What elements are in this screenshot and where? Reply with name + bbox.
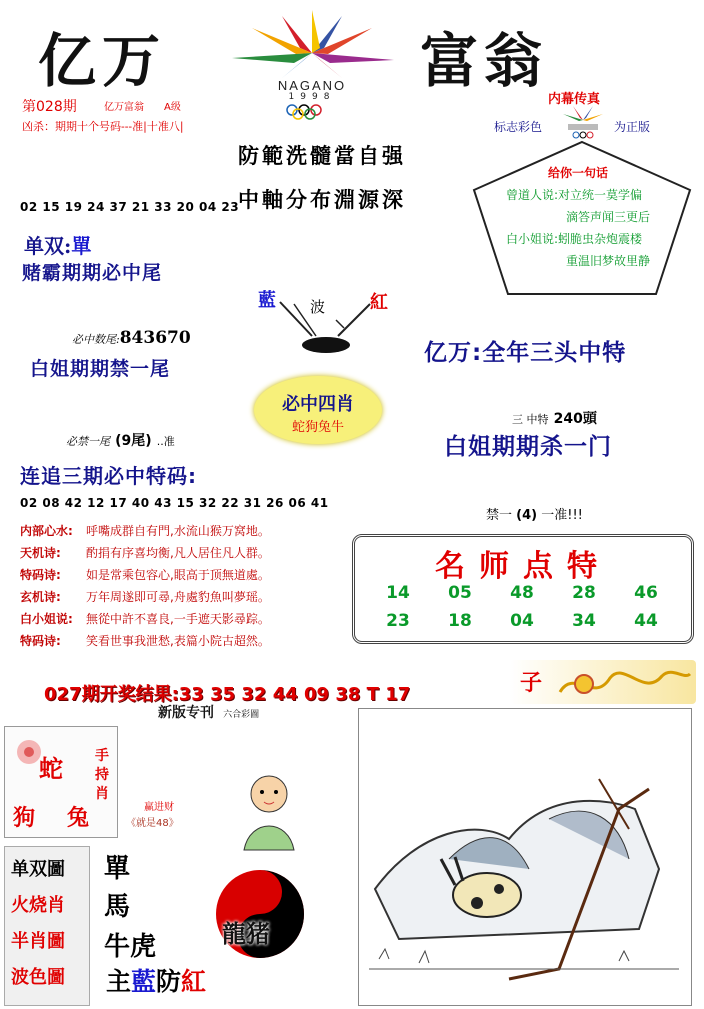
poem-label: 白小姐说: <box>20 612 73 626</box>
zi-banner <box>510 660 696 704</box>
poem-text: 呼嘴成群自有門,水流山猴万窝地。 <box>86 524 270 538</box>
pentagon-line4: 重温旧梦故里静 <box>566 254 651 268</box>
rabbit-illustration <box>358 708 692 1006</box>
master-number: 46 <box>634 583 658 603</box>
ban-one-suffix: 一准!!! <box>541 508 583 523</box>
pentagon-line1 <box>506 186 642 203</box>
bottom-single: 單 <box>104 854 131 884</box>
logo-text: NAGANO <box>277 78 347 93</box>
issue-number: 第028期 <box>22 99 77 115</box>
special-brand-title: 新版专刊 <box>158 705 214 721</box>
three-hit-prefix: 三 中特 <box>512 413 549 426</box>
pentagon-l1-label: 曾道人说: <box>506 188 559 202</box>
olympic-rings-icon <box>282 104 342 120</box>
ban-one-tail-value: (9尾) <box>115 433 152 449</box>
three-hit-value: 240頭 <box>553 411 597 427</box>
master-number: 28 <box>572 583 596 603</box>
tail-line: 赌霸期期必中尾 <box>22 262 163 284</box>
bottom-dragon-pig: 龍猪 <box>222 919 270 948</box>
bottom-horse: 馬 <box>104 892 131 922</box>
single-double-value: 單 <box>71 234 92 258</box>
logo-year: 1998 <box>288 92 336 102</box>
ban-one-tail <box>66 430 175 450</box>
rabbit-rock-icon <box>359 709 691 1005</box>
zodiac-dog: 狗 <box>13 805 36 831</box>
subline: 凶杀：期期十个号码---准|十准八| <box>22 120 184 133</box>
must-tail-label: 必中数尾: <box>72 333 120 346</box>
grade: A级 <box>164 102 181 113</box>
poem-label: 玄机诗: <box>20 590 61 604</box>
master-number: 05 <box>448 583 472 603</box>
legend-item: 单双圖 <box>11 859 65 880</box>
title-right: 富翁 <box>420 27 549 95</box>
zodiac-rabbit: 兔 <box>67 805 90 831</box>
poem-text: 万年周遂即可尋,舟處豹魚叫夢瑶。 <box>86 590 270 604</box>
master-number: 23 <box>386 611 410 631</box>
wave-text: 波 <box>310 298 326 316</box>
poem-text: 酌捐有序喜均衡,凡人居住凡人群。 <box>86 546 270 560</box>
cart-top: 赢进财 <box>144 802 174 813</box>
ban-one-tail-label: 必禁一尾 <box>66 435 110 448</box>
must-tail-value: 843670 <box>119 328 191 348</box>
poem-label: 天机诗: <box>20 546 61 560</box>
fax-title: 内幕传真 <box>548 92 601 107</box>
wave-graphic <box>250 282 400 362</box>
poem-text: 無從中許不喜良,一手遮天影尋踪。 <box>86 612 270 626</box>
ban-one <box>486 504 583 523</box>
poem-list <box>20 520 270 652</box>
pentagon-l1-text: 对立统一莫学偏 <box>558 188 643 202</box>
numbers-mid: 02 08 42 12 17 40 43 15 32 22 31 26 06 41 <box>20 496 329 510</box>
master-title: 名师点特 <box>435 549 611 584</box>
ban-one-prefix: 禁一 <box>486 508 513 523</box>
dragon-ornament-icon <box>554 664 694 702</box>
nagano-logo <box>212 8 412 120</box>
master-number: 14 <box>386 583 410 603</box>
poem-row <box>20 542 270 564</box>
legend-item: 波色圖 <box>11 967 65 988</box>
poem-text: 笑看世事我泄愁,表篇小院古超然。 <box>86 634 270 648</box>
master-number: 04 <box>510 611 534 631</box>
zi-tag: 子 <box>520 670 543 696</box>
poem-row <box>20 564 270 586</box>
fax-left: 标志彩色 <box>494 120 543 134</box>
cart-text: 《就是48》 <box>126 818 179 829</box>
bottom-ox-tiger: 牛虎 <box>104 932 157 962</box>
pentagon-l3-label: 白小姐说: <box>506 232 559 246</box>
ban-one-tail-suffix: ..准 <box>156 435 175 448</box>
master-number: 44 <box>634 611 658 631</box>
zodiac-vertical: 手持肖 <box>95 748 109 802</box>
full-year-line: 亿万:全年三头中特 <box>424 340 627 366</box>
pentagon-l3-text: 蚓脆虫杂炮震楼 <box>558 232 643 246</box>
legend-item: 半肖圖 <box>11 931 65 952</box>
zodiac-snake: 蛇 <box>39 754 63 783</box>
special-brand-sub: 六合彩圖 <box>223 710 260 720</box>
ban-tail-line: 白姐期期禁一尾 <box>30 358 171 380</box>
poem-row <box>20 586 270 608</box>
pentagon-line3 <box>506 230 642 247</box>
four-zodiac-badge <box>254 376 382 444</box>
legend-item: 火烧肖 <box>11 895 65 916</box>
master-number: 18 <box>448 611 472 631</box>
result-line: 027期开奖结果:33 35 32 44 09 38 T 17 <box>44 684 411 705</box>
bottom-main <box>106 962 206 998</box>
three-hit <box>512 408 597 428</box>
single-double <box>24 230 91 259</box>
ban-one-value: (4) <box>516 508 538 523</box>
chase-line: 连追三期必中特码: <box>20 464 197 488</box>
poem-row <box>20 520 270 542</box>
brand-small: 亿万富翁 <box>104 102 144 113</box>
slogan-line1: 防範洗髓當自强 <box>238 143 406 168</box>
wave-blue: 藍 <box>258 290 276 311</box>
fax-right: 为正版 <box>614 120 651 134</box>
four-zodiac-title: 必中四肖 <box>282 394 354 415</box>
pentagon-line2: 滴答声闻三更后 <box>566 210 651 224</box>
pentagon-title: 给你一句话 <box>548 166 609 180</box>
wave-red: 紅 <box>370 292 388 313</box>
master-row1 <box>367 583 677 603</box>
poem-label: 内部心水: <box>20 524 73 538</box>
special-brand <box>158 702 278 720</box>
main-blue: 藍 <box>131 967 157 996</box>
title-left: 亿万 <box>38 27 167 95</box>
main-prevent: 防 <box>156 967 182 996</box>
fax-logo-icon <box>558 104 608 140</box>
must-tail <box>72 328 191 348</box>
poem-label: 特码诗: <box>20 634 61 648</box>
boy-icon <box>214 760 324 860</box>
single-double-label: 单双: <box>24 234 72 258</box>
master-row2 <box>367 611 677 631</box>
poem-row <box>20 630 270 652</box>
main-red: 紅 <box>181 967 207 996</box>
poem-text: 如是常乘包容心,眼高于顶無道處。 <box>86 568 270 582</box>
kill-door-line: 白姐期期杀一门 <box>444 434 612 460</box>
numbers-top: 02 15 19 24 37 21 33 20 04 23 <box>20 200 240 214</box>
master-box <box>352 534 694 644</box>
master-number: 34 <box>572 611 596 631</box>
poem-label: 特码诗: <box>20 568 61 582</box>
poem-row <box>20 608 270 630</box>
four-zodiac-value: 蛇狗兔牛 <box>291 420 344 435</box>
legend-box <box>4 846 90 1006</box>
zodiac-card <box>4 726 118 838</box>
main-label: 主 <box>106 967 132 996</box>
master-number: 48 <box>510 583 534 603</box>
slogan-line2: 中軸分布淵源深 <box>238 187 406 212</box>
